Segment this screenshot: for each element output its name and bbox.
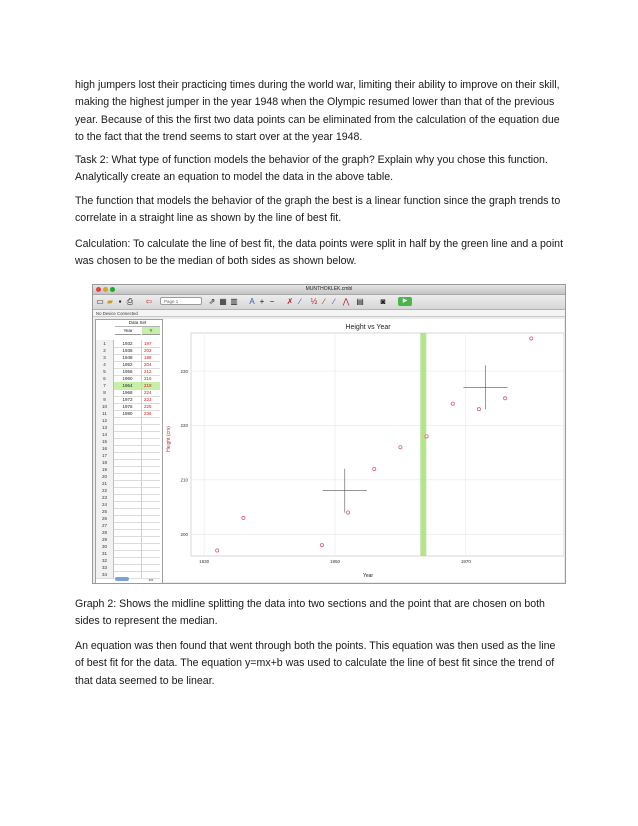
row-number: 16 [96,445,114,452]
row-number: 4 [96,361,114,368]
cell-height[interactable]: 216 [144,376,152,381]
cell-year[interactable]: 1948 [114,354,142,361]
cell-height[interactable] [142,494,160,501]
x-tick-label: 1930 [199,559,210,564]
zoom-out-icon[interactable]: − [269,297,275,306]
data-point [373,467,376,470]
row-number: 23 [96,494,114,501]
cell-year[interactable] [114,452,142,459]
data-point [504,397,507,400]
x-tick-label: 1950 [329,559,340,564]
cell-height[interactable]: 203 [144,348,152,353]
cell-year[interactable] [114,473,142,480]
cell-height[interactable]: 225 [144,404,152,409]
cell-height[interactable] [142,424,160,431]
zoom-in-icon[interactable]: + [259,297,265,306]
y-tick-label: 200 [180,531,188,537]
cell-year[interactable] [114,550,142,557]
pointer-icon[interactable]: ⇗ [208,297,216,306]
integral-icon[interactable]: ½ [310,297,318,306]
paragraph-graph-caption: Graph 2: Shows the midline splitting the data into two sections and the point that are chosen on both sides to represent the median. [75,598,545,628]
row-number: 2 [96,347,114,354]
scatter-chart [163,319,564,582]
cell-height[interactable] [142,417,160,424]
median-point-cross [323,469,367,513]
save-icon[interactable]: ▪ [118,297,122,306]
median-point-cross [463,365,507,409]
x-tick-label: 1970 [460,559,471,564]
row-number: 14 [96,431,114,438]
data-point [242,516,245,519]
row-number: 19 [96,466,114,473]
cell-year[interactable]: 1980 [114,410,142,417]
row-number: 17 [96,452,114,459]
row-number: 25 [96,508,114,515]
open-folder-icon[interactable]: ▰ [106,297,114,306]
cell-height[interactable]: 197 [144,341,152,346]
cell-height[interactable]: 212 [144,369,152,374]
chart-icon[interactable]: ▤ [356,297,364,306]
row-number: 9 [96,396,114,403]
row-number: 12 [96,417,114,424]
data-point [477,408,480,411]
row-number: 24 [96,501,114,508]
cell-year[interactable] [114,515,142,522]
table-scrollbar[interactable] [115,577,129,581]
cell-height[interactable] [142,438,160,445]
column-header-year[interactable]: Year [115,327,141,335]
data-point [346,511,349,514]
cell-year[interactable] [114,417,142,424]
cell-height[interactable] [142,564,160,571]
cell-height[interactable] [142,480,160,487]
cell-height[interactable]: 204 [144,362,152,367]
row-number: 3 [96,354,114,361]
scroll-arrows-icon[interactable]: ◂ ▸ [148,577,154,582]
page-selector[interactable]: Page 1 [160,297,202,305]
cell-year[interactable] [114,564,142,571]
cell-height[interactable]: 224 [144,390,152,395]
cell-height[interactable] [142,431,160,438]
cell-height[interactable] [142,515,160,522]
row-number: 32 [96,557,114,564]
cell-height[interactable] [142,473,160,480]
device-status-bar: No Device Connected [93,310,565,317]
data-table [95,319,163,584]
cell-height[interactable]: 223 [144,397,152,402]
paragraph-calculation: Calculation: To calculate the line of best fit, the data points were split in half by the green line and a point was chosen to be the median of both sides as shown below. [75,238,564,268]
cell-year[interactable] [114,480,142,487]
collect-button[interactable]: ▶ [398,297,412,306]
row-number: 15 [96,438,114,445]
cell-year[interactable] [114,522,142,529]
cell-year[interactable] [114,431,142,438]
cell-height[interactable] [142,529,160,536]
cell-height[interactable] [142,508,160,515]
cell-height[interactable] [142,536,160,543]
y-tick-label: 230 [180,368,188,374]
window-titlebar [93,285,565,295]
data-point [425,435,428,438]
row-number: 31 [96,550,114,557]
row-number: 11 [96,410,114,417]
row-number: 28 [96,529,114,536]
cell-height[interactable]: 218 [142,382,160,389]
row-number: 26 [96,515,114,522]
cell-height[interactable] [142,522,160,529]
row-number: 20 [96,473,114,480]
toolbar [93,295,565,310]
row-number: 30 [96,543,114,550]
cell-height[interactable] [142,445,160,452]
cell-year[interactable]: 1964 [114,382,142,389]
cell-year[interactable] [114,529,142,536]
paragraph-intro: high jumpers lost their practicing times during the world war, limiting their ability to improve on their skill, making the highest jumper in the year 1948 when the Olympic resumed lower than that of the previous year. Because of this the first two data points can be eliminated from the calculation of the equation due to the fact that the trend seems to start over at the year 1948. [75,79,560,143]
camera-icon[interactable]: ◙ [380,297,386,306]
row-number: 27 [96,522,114,529]
paragraph-task2: Task 2: What type of function models the behavior of the graph? Explain why you chose this function. Analytically create an equation to model the data in the above table. [75,154,548,184]
print-icon[interactable]: ⎙ [126,297,134,306]
data-set-title: Data Set [115,320,160,327]
data-point [320,544,323,547]
cell-height[interactable] [142,466,160,473]
cell-height[interactable] [142,487,160,494]
paragraph-function-model: The function that models the behavior of the graph the best is a linear function since the graph trends to correlate in a straight line as shown by the line of best fit. [75,195,561,225]
cell-year[interactable] [114,557,142,564]
tangent-icon[interactable]: ∕ [299,297,301,306]
curve-fit-icon[interactable]: ⋀ [342,297,350,306]
row-number: 10 [96,403,114,410]
cell-year[interactable]: 1976 [114,403,142,410]
linear-fit-icon[interactable]: ∕ [333,297,335,306]
cell-year[interactable]: 1956 [114,368,142,375]
examine-icon[interactable]: ✗ [286,297,294,306]
cell-year[interactable] [114,438,142,445]
paragraph-equation: An equation was then found that went through both the points. This equation was then used as the line of best fit for the data. The equation y=mx+b was used to calculate the line of best fit since the trend of that data seemed to be linear. [75,640,556,687]
chart-title: Height vs Year [345,324,391,331]
cell-year[interactable] [114,459,142,466]
row-number: 13 [96,424,114,431]
row-number: 8 [96,389,114,396]
cell-height[interactable] [142,459,160,466]
cell-height[interactable]: 236 [144,411,152,416]
row-number: 21 [96,480,114,487]
midline-divider [420,333,426,556]
cell-year[interactable] [114,543,142,550]
row-number: 18 [96,459,114,466]
data-point [216,549,219,552]
cell-year[interactable]: 1972 [114,396,142,403]
y-tick-label: 210 [180,477,188,483]
row-number: 22 [96,487,114,494]
cell-height[interactable]: 198 [144,355,152,360]
cell-year[interactable]: 1960 [114,375,142,382]
logger-pro-screenshot [92,284,566,584]
autoscale-icon[interactable]: A [249,297,255,306]
row-number: 7 [96,382,114,389]
data-point [451,402,454,405]
table-icon[interactable]: ▦ [219,297,227,306]
cell-year[interactable] [114,445,142,452]
statistics-icon[interactable]: ∕ [323,297,325,306]
back-arrow-icon[interactable]: ⇦ [145,297,153,306]
window-title: MUNTHOKLEK.cmbl [305,286,353,292]
cell-year[interactable]: 1936 [114,347,142,354]
y-tick-label: 220 [180,423,188,429]
cell-year[interactable] [114,508,142,515]
data-point [530,337,533,340]
cell-height[interactable] [142,550,160,557]
row-number: 29 [96,536,114,543]
plot-frame [191,333,564,556]
cell-year[interactable] [114,536,142,543]
row-number: 5 [96,368,114,375]
row-number: 6 [96,375,114,382]
meter-icon[interactable]: ▥ [230,297,238,306]
new-file-icon[interactable]: ▭ [96,297,104,306]
cell-year[interactable]: 1968 [114,389,142,396]
cell-height[interactable] [142,557,160,564]
column-header-y[interactable]: Y [142,327,160,335]
y-axis-label[interactable]: Height (cm) [166,426,172,452]
cell-year[interactable] [114,487,142,494]
cell-year[interactable] [114,466,142,473]
graph-pane[interactable] [163,319,564,582]
cell-year[interactable] [114,494,142,501]
cell-year[interactable]: 1932 [114,340,142,347]
row-number: 34 [96,571,114,578]
row-number: 1 [96,340,114,347]
cell-height[interactable] [142,543,160,550]
row-number: 33 [96,564,114,571]
cell-year[interactable]: 1952 [114,361,142,368]
x-axis-label[interactable]: Year [362,573,374,579]
cell-year[interactable] [114,501,142,508]
cell-height[interactable] [142,501,160,508]
data-point [399,446,402,449]
cell-year[interactable] [114,424,142,431]
cell-height[interactable] [142,452,160,459]
